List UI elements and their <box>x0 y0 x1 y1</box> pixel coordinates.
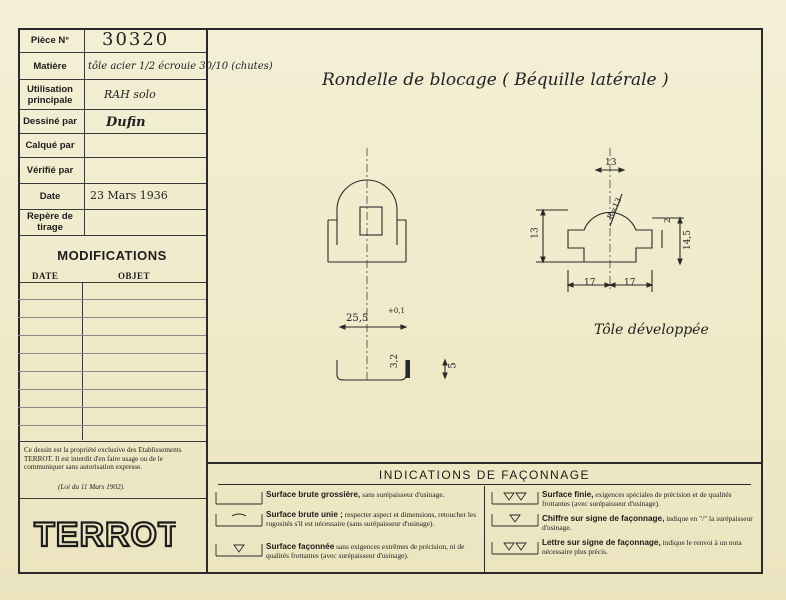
symbol-rough-surface <box>214 490 264 511</box>
dim-13-top: 13 <box>605 158 617 168</box>
verifie-label: Vérifié par <box>26 165 74 176</box>
indication-rough: Surface brute grossière, sans surépaisseur d'usinage. <box>266 490 445 499</box>
technical-drawing <box>210 30 761 460</box>
dim-width: 25,5 <box>346 313 369 324</box>
symbol-plain-surface <box>214 512 264 533</box>
terrot-logo <box>30 510 176 554</box>
row-verifie <box>18 157 206 184</box>
indication-finished: Surface finie, exigences spéciales de précision et de qualités frottantes (avec surépaisseur d'usinage). <box>542 490 732 508</box>
row-repere <box>18 209 206 236</box>
matiere-value: tôle acier 1/2 écrouie 30/10 (chutes) <box>88 61 273 72</box>
dessine-signature: Dufin <box>106 115 146 130</box>
matiere-label: Matière <box>33 61 67 72</box>
dim-14-5: 14,5 <box>683 229 694 251</box>
date-value: 23 Mars 1936 <box>90 189 168 202</box>
piece-value: 30320 <box>102 29 170 50</box>
indication-plain: Surface brute unie ; respecter aspect et dimensions, retoucher les rugosités s'il est nécessaire (sans surépaisseur d'usinage). <box>266 510 477 528</box>
dim-13-side: 13 <box>530 227 541 239</box>
dim-17-left: 17 <box>584 278 596 288</box>
indication-number: Chiffre sur signe de façonnage, indique en "/" la surépaisseur d'usinage. <box>542 514 753 532</box>
dim-thickness: 3,2 <box>390 353 401 369</box>
modifications-lines <box>18 282 206 440</box>
calque-label: Calqué par <box>25 140 75 151</box>
indications-title: INDICATIONS DE FAÇONNAGE <box>378 468 591 482</box>
modifications-objet-header: OBJET <box>118 271 151 281</box>
dessine-label: Dessiné par <box>23 116 77 127</box>
utilisation-value: RAH solo <box>104 88 156 101</box>
drawing-title: Rondelle de blocage ( Béquille latérale ) <box>322 70 669 90</box>
developed-caption: Tôle développée <box>594 322 709 338</box>
row-dessine <box>18 109 206 134</box>
dim-2: 2 <box>663 217 673 224</box>
repere-label: Repère de tirage <box>27 211 73 233</box>
title-block <box>18 28 273 574</box>
dim-tolerance: +0,1 <box>388 307 405 315</box>
dim-5: 5 <box>447 362 459 369</box>
symbol-number-sign <box>490 512 540 533</box>
piece-label: Pièce N° <box>30 35 70 46</box>
indication-machined: Surface façonnée sans exigences extrêmes de précision, ni de qualités frottantes (avec surépaisseur d'usinage). <box>266 542 465 560</box>
row-date <box>18 183 206 210</box>
symbol-machined-surface <box>214 542 264 563</box>
dim-radius: R=13 <box>605 196 624 221</box>
modifications-date-header: DATE <box>32 271 59 281</box>
front-view-slot <box>360 207 382 235</box>
row-calque <box>18 133 206 158</box>
symbol-letter-sign <box>490 540 540 561</box>
indication-letter: Lettre sur signe de façonnage, indique le renvoi à un nota nécessaire plus précis. <box>542 538 742 556</box>
modifications-title: MODIFICATIONS <box>57 248 167 263</box>
indications-panel <box>208 462 761 574</box>
svg-text:TERROT: TERROT <box>34 516 176 554</box>
ownership-notice: Ce dessin est la propriété exclusive des Etablissements TERROT. Il est interdit d'en faire usage ou de le communiquer sans autorisation expresse. <box>24 446 182 472</box>
row-utilisation <box>18 79 206 110</box>
ownership-law: (Loi du 11 Mars 1902). <box>58 483 125 491</box>
symbol-finished-surface <box>490 490 540 511</box>
row-matiere <box>18 52 273 80</box>
dim-17-right: 17 <box>624 278 636 288</box>
row-piece <box>18 28 206 53</box>
part-views <box>210 30 761 460</box>
utilisation-label: Utilisation principale <box>27 84 73 106</box>
date-label: Date <box>39 191 61 202</box>
